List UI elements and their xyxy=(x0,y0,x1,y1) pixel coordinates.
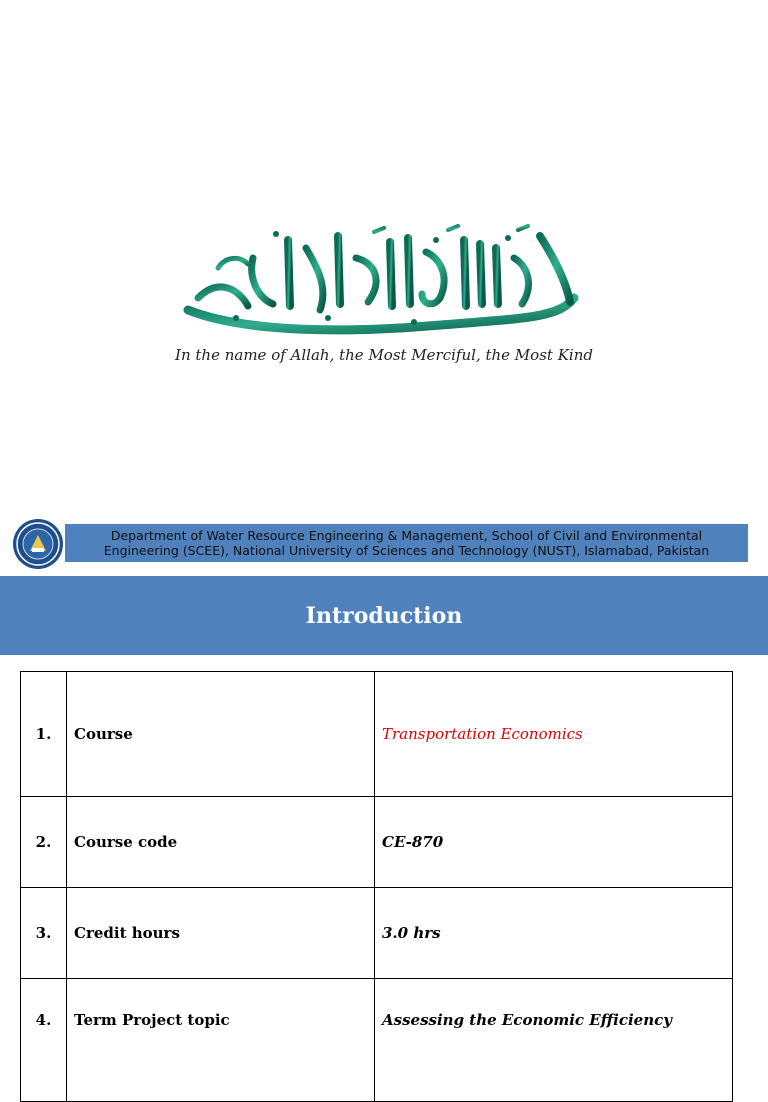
table-row xyxy=(21,888,733,979)
basmala-calligraphy-image xyxy=(178,218,582,336)
table-row xyxy=(21,979,733,1102)
basmala-translation: In the name of Allah, the Most Merciful, the Most Kind xyxy=(175,346,593,364)
row-number: 3. xyxy=(21,888,67,979)
row-number: 2. xyxy=(21,797,67,888)
row-number: 1. xyxy=(21,672,67,797)
table-row xyxy=(21,797,733,888)
row-label: Course xyxy=(67,672,375,797)
row-label: Term Project topic xyxy=(67,979,375,1102)
row-value: Assessing the Economic Efficiency xyxy=(375,979,733,1102)
table-row xyxy=(21,672,733,797)
department-banner xyxy=(65,524,748,562)
row-value: 3.0 hrs xyxy=(375,888,733,979)
department-text: Department of Water Resource Engineering & Management, School of Civil and Environmental Engineering (SCEE), National University of Sciences and Technology (NUST), Islamabad, Pakistan xyxy=(103,528,710,558)
row-value: Transportation Economics xyxy=(375,672,733,797)
section-title: Introduction xyxy=(305,602,463,629)
row-label: Credit hours xyxy=(67,888,375,979)
row-number: 4. xyxy=(21,979,67,1102)
nust-logo-icon xyxy=(12,518,64,570)
row-label: Course code xyxy=(67,797,375,888)
section-header xyxy=(0,576,768,655)
course-info-table xyxy=(20,671,733,1102)
row-value: CE-870 xyxy=(375,797,733,888)
